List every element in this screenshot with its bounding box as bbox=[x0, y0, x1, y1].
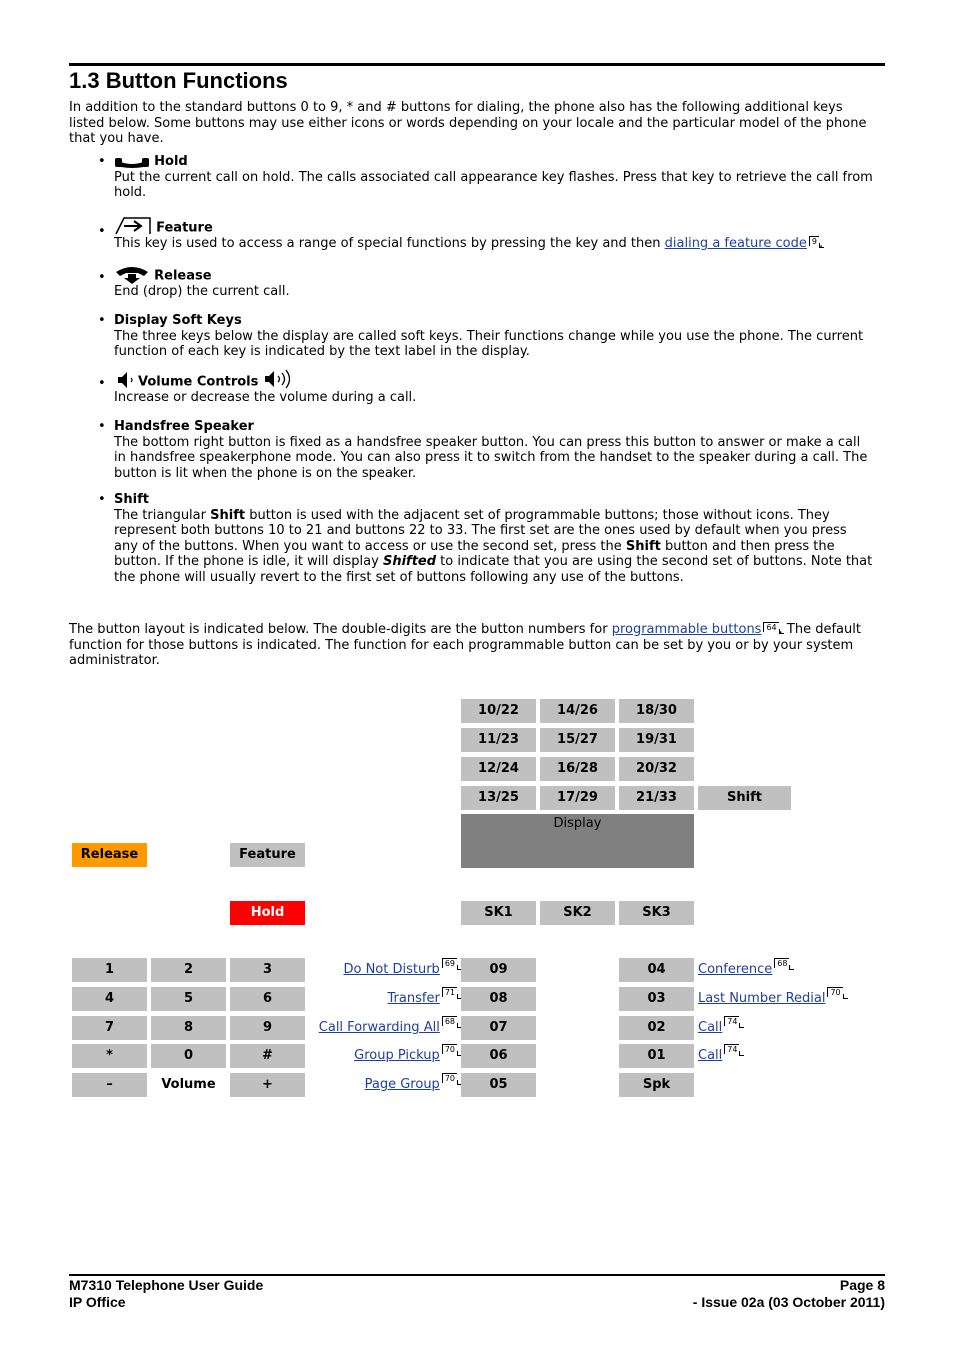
footer-page: Page 8 bbox=[839, 1277, 885, 1293]
hold-title: Hold bbox=[154, 154, 188, 169]
feature-button[interactable]: Feature bbox=[230, 843, 305, 867]
button-function-label bbox=[698, 958, 878, 982]
volume-down-icon bbox=[114, 370, 138, 390]
footer-issue: - Issue 02a (03 October 2011) bbox=[692, 1294, 885, 1310]
function-link[interactable]: Conference bbox=[698, 962, 773, 977]
footer-doc-title: M7310 Telephone User Guide bbox=[69, 1277, 264, 1293]
programmable-button[interactable]: 20/32 bbox=[619, 757, 694, 781]
hold-item: • Hold Put the current call on hold. The calls associated call appearance key flashes. Press that key to retrieve the call from hold. bbox=[98, 154, 873, 201]
handsfree-desc: The bottom right button is fixed as a handsfree speaker button. You can press this button to answer or make a call in handsfree speakerphone mode. You can also press it to switch from the handset to the speaker during a call. The button is lit when the phone is on the speaker. bbox=[114, 434, 868, 481]
feature-code-link[interactable]: dialing a feature code bbox=[664, 236, 807, 251]
keypad-key[interactable]: 4 bbox=[72, 987, 147, 1011]
page-ref[interactable]: 70 bbox=[442, 1044, 457, 1054]
keypad-key[interactable]: 1 bbox=[72, 958, 147, 982]
page-ref[interactable]: 71 bbox=[442, 987, 457, 997]
volume-down-button[interactable]: – bbox=[72, 1073, 147, 1097]
softkeys-item: • Display Soft Keys The three keys below the display are called soft keys. Their functions change while you use the phone. The current function of each key is indicated by the text label in the display. bbox=[98, 313, 864, 360]
footer-product: IP Office bbox=[69, 1294, 126, 1310]
function-link[interactable]: Call bbox=[698, 1048, 723, 1063]
softkey-2[interactable]: SK2 bbox=[540, 901, 615, 925]
keypad-key[interactable]: 8 bbox=[151, 1016, 226, 1040]
volume-up-button[interactable]: + bbox=[230, 1073, 305, 1097]
programmable-button[interactable]: 19/31 bbox=[619, 728, 694, 752]
keypad-key[interactable]: # bbox=[230, 1044, 305, 1068]
release-button[interactable]: Release bbox=[72, 843, 147, 867]
button-function-label bbox=[300, 1044, 457, 1068]
page-ref[interactable]: 68 bbox=[774, 958, 789, 968]
keypad-key[interactable]: 6 bbox=[230, 987, 305, 1011]
feature-item: • Feature This key is used to access a range of special functions by pressing the key and then dialing a feature code 9 . bbox=[114, 214, 874, 252]
button-function-label bbox=[698, 987, 878, 1011]
feature-title: Feature bbox=[156, 220, 213, 236]
volume-label: Volume bbox=[161, 1077, 216, 1092]
shift-button[interactable]: Shift bbox=[698, 786, 791, 810]
programmable-buttons-link[interactable]: programmable buttons bbox=[611, 622, 762, 637]
keypad-key[interactable]: * bbox=[72, 1044, 147, 1068]
button-function-label bbox=[300, 1016, 457, 1040]
layout-paragraph: The button layout is indicated below. The double-digits are the button numbers for programmable buttons 64 . The default function for those buttons is indicated. The function for each programmable button can be set by you or by your system administrator. bbox=[69, 622, 861, 669]
programmable-button[interactable]: 08 bbox=[461, 987, 536, 1011]
page-ref[interactable]: 70 bbox=[827, 987, 842, 997]
programmable-button[interactable]: 06 bbox=[461, 1044, 536, 1068]
page-ref[interactable]: 64 bbox=[763, 622, 778, 632]
keypad-key[interactable]: 9 bbox=[230, 1016, 305, 1040]
header-rule bbox=[69, 63, 885, 66]
programmable-button[interactable]: 09 bbox=[461, 958, 536, 982]
function-link[interactable]: Last Number Redial bbox=[698, 991, 826, 1006]
programmable-button[interactable]: 05 bbox=[461, 1073, 536, 1097]
softkeys-title: Display Soft Keys bbox=[114, 313, 242, 328]
page-ref[interactable]: 68 bbox=[442, 1016, 457, 1026]
shift-title: Shift bbox=[114, 492, 149, 507]
shift-item: • Shift The triangular Shift button is used with the adjacent set of programmable buttons; those without icons. They represent both buttons 10 to 21 and buttons 22 to 33. The first set are the ones used by default when you press any of the buttons. When you want to access or use the second set, press the Shift button and then press the button. If the phone is idle, it will display Shifted to indicate that you are using the second set of buttons. Note that the phone will usually revert to the first set of buttons following any use of the buttons. bbox=[98, 492, 873, 585]
programmable-button[interactable]: 18/30 bbox=[619, 699, 694, 723]
page-ref[interactable]: 70 bbox=[442, 1073, 457, 1083]
programmable-button[interactable]: 21/33 bbox=[619, 786, 694, 810]
keypad-key[interactable]: 2 bbox=[151, 958, 226, 982]
programmable-button[interactable]: 13/25 bbox=[461, 786, 536, 810]
volume-desc: Increase or decrease the volume during a call. bbox=[114, 390, 417, 405]
keypad-key[interactable]: 5 bbox=[151, 987, 226, 1011]
speaker-button[interactable]: Spk bbox=[619, 1073, 694, 1097]
function-link[interactable]: Transfer bbox=[387, 991, 440, 1006]
volume-item: • Volume Controls Increase or decrease the volume during a call. bbox=[114, 368, 874, 406]
intro-paragraph: In addition to the standard buttons 0 to 9, * and # buttons for dialing, the phone also has the following additional keys listed below. Some buttons may use either icons or words depending on your locale and the particular model of the phone that you have. bbox=[69, 100, 867, 147]
programmable-button[interactable]: 14/26 bbox=[540, 699, 615, 723]
footer-rule bbox=[69, 1274, 885, 1276]
programmable-button[interactable]: 07 bbox=[461, 1016, 536, 1040]
release-title: Release bbox=[154, 268, 212, 284]
release-phone-icon bbox=[114, 264, 150, 284]
hold-handset-icon bbox=[114, 156, 150, 170]
hold-desc: Put the current call on hold. The calls associated call appearance key flashes. Press that key to retrieve the call from hold. bbox=[114, 169, 873, 201]
button-function-label bbox=[300, 987, 457, 1011]
softkey-3[interactable]: SK3 bbox=[619, 901, 694, 925]
page-ref[interactable]: 74 bbox=[724, 1044, 739, 1054]
function-link[interactable]: Call Forwarding All bbox=[318, 1020, 440, 1035]
function-link[interactable]: Do Not Disturb bbox=[343, 962, 440, 977]
page-ref[interactable]: 74 bbox=[724, 1016, 739, 1026]
keypad-key[interactable]: 3 bbox=[230, 958, 305, 982]
programmable-button[interactable]: 16/28 bbox=[540, 757, 615, 781]
page-ref[interactable]: 9 bbox=[809, 236, 819, 246]
feature-desc-pre: This key is used to access a range of special functions by pressing the key and then bbox=[114, 236, 665, 251]
programmable-button[interactable]: 04 bbox=[619, 958, 694, 982]
programmable-button[interactable]: 15/27 bbox=[540, 728, 615, 752]
programmable-button[interactable]: 10/22 bbox=[461, 699, 536, 723]
feature-arrow-icon bbox=[114, 214, 152, 236]
handsfree-title: Handsfree Speaker bbox=[114, 419, 254, 434]
programmable-button[interactable]: 11/23 bbox=[461, 728, 536, 752]
volume-title: Volume Controls bbox=[138, 374, 259, 390]
button-function-label bbox=[300, 1073, 457, 1097]
page-ref[interactable]: 69 bbox=[442, 958, 457, 968]
function-link[interactable]: Call bbox=[698, 1020, 723, 1035]
softkey-1[interactable]: SK1 bbox=[461, 901, 536, 925]
release-item: • Release End (drop) the current call. bbox=[114, 264, 874, 300]
button-function-label bbox=[698, 1016, 878, 1040]
button-function-label bbox=[300, 958, 457, 982]
keypad-key[interactable]: 0 bbox=[151, 1044, 226, 1068]
display-screen: Display bbox=[461, 814, 694, 868]
function-link[interactable]: Group Pickup bbox=[354, 1048, 440, 1063]
hold-button[interactable]: Hold bbox=[230, 901, 305, 925]
button-function-label bbox=[698, 1044, 878, 1068]
section-title: 1.3 Button Functions bbox=[69, 68, 288, 93]
programmable-button[interactable]: 12/24 bbox=[461, 757, 536, 781]
keypad-key[interactable]: 7 bbox=[72, 1016, 147, 1040]
softkeys-desc: The three keys below the display are called soft keys. Their functions change while you use the phone. The current function of each key is indicated by the text label in the display. bbox=[114, 328, 864, 360]
programmable-button[interactable]: 03 bbox=[619, 987, 694, 1011]
programmable-button[interactable]: 17/29 bbox=[540, 786, 615, 810]
function-link[interactable]: Page Group bbox=[364, 1077, 440, 1092]
programmable-button[interactable]: 01 bbox=[619, 1044, 694, 1068]
volume-up-icon bbox=[263, 368, 297, 390]
programmable-button[interactable]: 02 bbox=[619, 1016, 694, 1040]
release-desc: End (drop) the current call. bbox=[114, 284, 290, 299]
handsfree-item: • Handsfree Speaker The bottom right button is fixed as a handsfree speaker button. You can press this button to answer or make a call in handsfree speakerphone mode. You can also press it to switch from the handset to the speaker during a call. The button is lit when the phone is on the speaker. bbox=[98, 419, 868, 481]
